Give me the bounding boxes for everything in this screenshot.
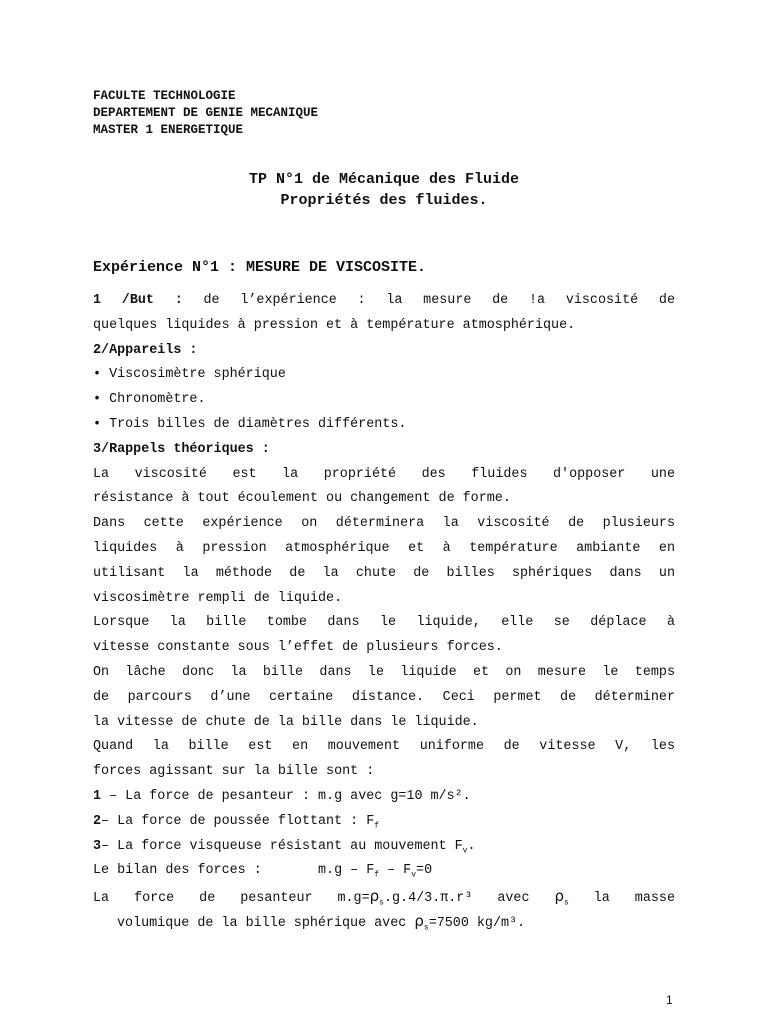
document-subtitle: Propriétés des fluides. (280, 192, 488, 209)
force-3-line: 3– La force visqueuse résistant au mouvement $F_v$. (93, 838, 476, 856)
force-1-line: 1 – La force de pesanteur : m.g avec g=10 m/s². (93, 788, 471, 804)
document-title: TP N°1 de Mécanique des Fluide (248, 171, 520, 188)
master-line: MASTER 1 ENERGETIQUE (93, 123, 244, 137)
paragraph-line: viscosimètre rempli de liquide. (93, 590, 343, 606)
appareils-heading: 2/Appareils : (93, 342, 198, 358)
force-2-line: 2– La force de poussée flottant : $F_f$ (93, 813, 380, 831)
page-number: 1 (666, 993, 673, 1007)
paragraph-line: Quand la bille est en mouvement uniforme de vitesse V, les (93, 739, 675, 755)
paragraph-line: La viscosité est la propriété des fluides d'opposer une (93, 466, 675, 482)
paragraph-line: Lorsque la bille tombe dans le liquide, elle se déplace à (93, 615, 675, 631)
paragraph-line: de parcours d’une certaine distance. Ceci permet de déterminer (93, 689, 675, 705)
institution-header (93, 88, 318, 139)
paragraph-line: On lâche donc la bille dans le liquide et on mesure le temps (93, 664, 675, 680)
weight-formula-line: La force de pesanteur $m.g=\rho_s.g.4/3.\pi.r^3$ avec $\rho_s$ la masse (93, 887, 675, 908)
but-line (93, 289, 675, 314)
paragraph-line: utilisant la méthode de la chute de billes sphériques dans un (93, 565, 675, 581)
appareil-item: • Chronomètre. (93, 392, 206, 408)
paragraph-line: résistance à tout écoulement ou changement de forme. (93, 491, 511, 507)
paragraph-line: la vitesse de chute de la bille dans le liquide. (93, 714, 479, 730)
paragraph-line: Dans cette expérience on déterminera la viscosité de plusieurs (93, 516, 675, 532)
paragraph-line: vitesse constante sous l’effet de plusieurs forces. (93, 640, 503, 656)
department-line: DEPARTEMENT DE GENIE MECANIQUE (93, 106, 319, 120)
force-balance-line: Le bilan des forces : $m.g - F_f - F_v=0$ (93, 863, 433, 880)
document-body (93, 289, 675, 934)
but-text-cont: quelques liquides à pression et à température atmosphérique. (93, 317, 576, 333)
paragraph-line: liquides à pression atmosphérique et à température ambiante en (93, 540, 675, 556)
experience-heading: Expérience N°1 : MESURE DE VISCOSITE. (93, 259, 427, 276)
appareil-item: • Viscosimètre sphérique (93, 367, 286, 383)
faculty-line: FACULTE TECHNOLOGIE (93, 89, 236, 103)
but-label: 1 /But : (93, 293, 183, 308)
density-line: volumique de la bille sphérique avec $\rho_s=7500$ kg/m³. (117, 911, 526, 933)
appareil-item: • Trois billes de diamètres différents. (93, 416, 407, 432)
but-text: de l’expérience : la mesure de !a viscosité de (203, 293, 675, 308)
rappels-heading: 3/Rappels théoriques : (93, 441, 270, 457)
paragraph-line: forces agissant sur la bille sont : (93, 764, 375, 780)
